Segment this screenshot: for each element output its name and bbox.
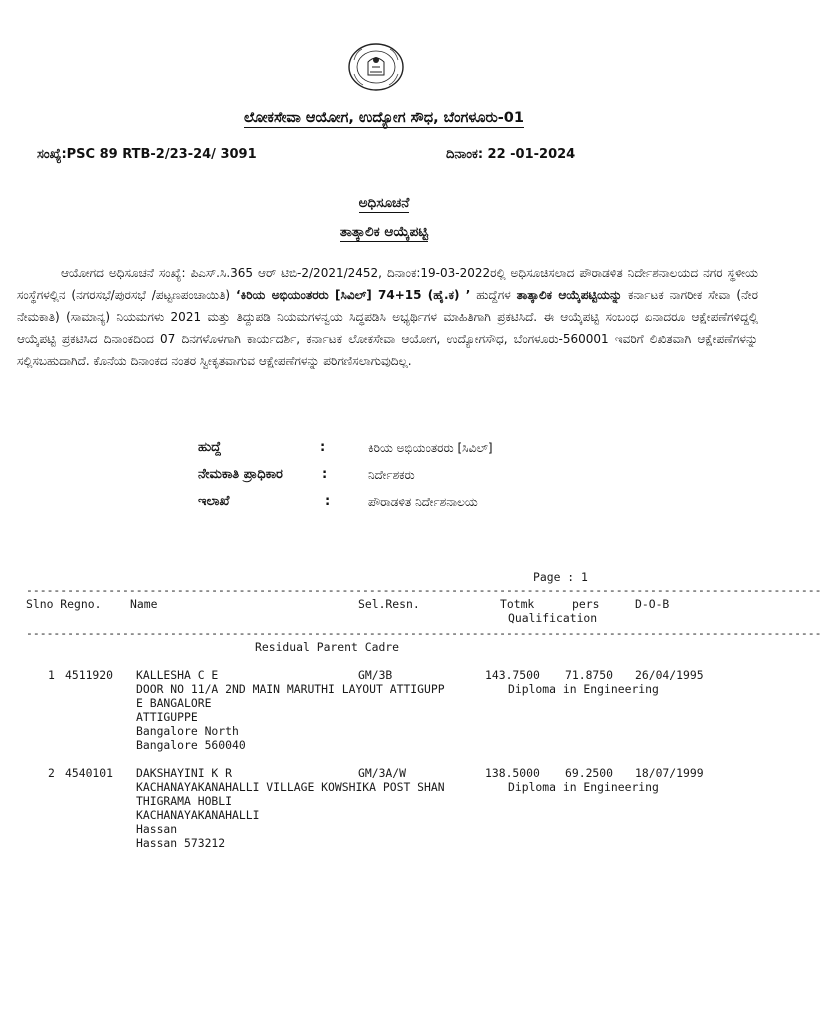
- row-name: KALLESHA C E: [136, 668, 219, 682]
- row-slno: 2: [48, 766, 55, 780]
- row-pers: 69.2500: [565, 766, 614, 780]
- karnataka-emblem-icon: [346, 42, 406, 92]
- detail-label-post: ಹುದ್ದೆ: [198, 440, 222, 455]
- row-address-line: E BANGALORE: [136, 696, 212, 710]
- divider-line: --------------------------------------------------------------------------------------------------------------------: [26, 583, 822, 597]
- column-header-selresn: Sel.Resn.: [358, 597, 420, 611]
- detail-colon: :: [322, 467, 328, 482]
- row-address-line: DOOR NO 11/A 2ND MAIN MARUTHI LAYOUT ATTIGUPP: [136, 682, 445, 696]
- row-address-line: Hassan: [136, 822, 178, 836]
- column-header-slno-regno: Slno Regno.: [26, 597, 102, 611]
- row-address-line: Hassan 573212: [136, 836, 226, 850]
- notice-heading: ಅಧಿಸೂಚನೆ: [358, 195, 410, 211]
- detail-value-authority: ನಿರ್ದೇಶಕರು: [368, 468, 415, 482]
- row-dob: 26/04/1995: [635, 668, 704, 682]
- row-pers: 71.8750: [565, 668, 614, 682]
- row-slno: 1: [48, 668, 55, 682]
- row-address-line: THIGRAMA HOBLI: [136, 794, 233, 808]
- notice-date: ದಿನಾಂಕ: 22 -01-2024: [446, 147, 576, 162]
- post-title-bold: ‘ಕಿರಿಯ ಅಭಿಯಂತರರು [ಸಿವಿಲ್] 74+15 (ಹೈ.ಕ) ’: [236, 288, 471, 302]
- column-header-pers: pers: [572, 597, 600, 611]
- row-resn: GM/3A/W: [358, 766, 407, 780]
- notice-subheading: ತಾತ್ಕಾಲಿಕ ಆಯ್ಕೆಪಟ್ಟಿ: [339, 224, 429, 240]
- row-regno: 4540101: [65, 766, 114, 780]
- row-dob: 18/07/1999: [635, 766, 704, 780]
- detail-label-department: ಇಲಾಖೆ: [198, 494, 230, 509]
- page-number: Page : 1: [533, 570, 588, 584]
- notice-paragraph: ಆಯೋಗದ ಅಧಿಸೂಚನೆ ಸಂಖ್ಯೆ: ಪಿಎಸ್‌.ಸಿ.365 ಆರ್ ಟಿಬಿ-2/2021/2452, ದಿನಾಂಕ:19-03-2022ರಲ್ಲಿ ಅಧಿಸೂಚಿಸಲಾದ ಪೌರಾಡಳಿತ ನಿರ್ದೇಶನಾಲಯದ ನಗರ ಸ್ಥಳೀಯ ಸಂಸ್ಥೆಗಳಲ್ಲಿನ (ನಗರಸಭೆ/ಪುರಸಭೆ /ಪಟ್ಟಣಪಂಚಾಯಿತಿ) ‘ಕಿರಿಯ ಅಭಿಯಂತರರು [ಸಿವಿಲ್] 74+15 (ಹೈ.ಕ) ’ ಹುದ್ದೆಗಳ ತಾತ್ಕಾಲಿಕ ಆಯ್ಕೆಪಟ್ಟಿಯನ್ನು ಕರ್ನಾಟಕ ನಾಗರೀಕ ಸೇವಾ (ನೇರ ನೇಮಕಾತಿ) (ಸಾಮಾನ್ಯ) ನಿಯಮಗಳು 2021 ಮತ್ತು ತಿದ್ದುಪಡಿ ನಿಯಮಗಳನ್ವಯ ಸಿದ್ಧಪಡಿಸಿ ಅಭ್ಯರ್ಥಿಗಳ ಮಾಹಿತಿಗಾಗಿ ಪ್ರಕಟಿಸಿದೆ. ಈ ಆಯ್ಕೆಪಟ್ಟಿ ಸಂಬಂಧ ಏನಾದರೂ ಆಕ್ಷೇಪಣೆಗಳಿದ್ದಲ್ಲಿ ಆಯ್ಕೆಪಟ್ಟಿ ಪ್ರಕಟಿಸಿದ ದಿನಾಂಕದಿಂದ 07 ದಿನಗಳೊಳಗಾಗಿ ಕಾರ್ಯದರ್ಶಿ, ಕರ್ನಾಟಕ ಲೋಕಸೇವಾ ಆಯೋಗ, ಉದ್ಯೋಗಸೌಧ, ಬೆಂಗಳೂರು-560001 ಇವರಿಗೆ ಲಿಖಿತವಾಗಿ ಆಕ್ಷೇಪಣೆಗಳನ್ನು ಸಲ್ಲಿಸಬಹುದಾಗಿದೆ. ಕೊನೆಯ ದಿನಾಂಕದ ನಂತರ ಸ್ವೀಕೃತವಾಗುವ ಆಕ್ಷೇಪಣೆಗಳನ್ನು ಪರಿಗಣಿಸಲಾಗುವುದಿಲ್ಲ.: [17, 266, 758, 368]
- row-address-line: KACHANAYAKANAHALLI VILLAGE KOWSHIKA POST SHAN: [136, 780, 445, 794]
- row-totmk: 143.7500: [485, 668, 540, 682]
- row-totmk: 138.5000: [485, 766, 540, 780]
- detail-value-department: ಪೌರಾಡಳಿತ ನಿರ್ದೇಶನಾಲಯ: [368, 495, 478, 509]
- column-header-qualification: Qualification: [508, 611, 598, 625]
- row-address-line: Bangalore North: [136, 724, 239, 738]
- section-title: Residual Parent Cadre: [255, 640, 400, 654]
- divider-line: --------------------------------------------------------------------------------------------------------------------: [26, 626, 822, 640]
- column-header-name: Name: [130, 597, 158, 611]
- row-address-line: Bangalore 560040: [136, 738, 246, 752]
- row-qualification: Diploma in Engineering: [508, 780, 659, 794]
- column-header-dob: D-O-B: [635, 597, 670, 611]
- org-title: ಲೋಕಸೇವಾ ಆಯೋಗ, ಉದ್ಯೋಗ ಸೌಧ, ಬೆಂಗಳೂರು-01: [244, 110, 524, 126]
- reference-number: ಸಂಖ್ಯೆ:PSC 89 RTB-2/23-24/ 3091: [37, 147, 257, 162]
- detail-colon: :: [325, 494, 331, 509]
- detail-value-post: ಕಿರಿಯ ಅಭಿಯಂತರರು [ಸಿವಿಲ್]: [368, 441, 493, 455]
- row-regno: 4511920: [65, 668, 114, 682]
- row-address-line: KACHANAYAKANAHALLI: [136, 808, 260, 822]
- detail-colon: :: [320, 440, 326, 455]
- row-address-line: ATTIGUPPE: [136, 710, 198, 724]
- column-header-totmk: Totmk: [500, 597, 535, 611]
- detail-label-authority: ನೇಮಕಾತಿ ಪ್ರಾಧಿಕಾರ: [198, 467, 283, 482]
- row-qualification: Diploma in Engineering: [508, 682, 659, 696]
- row-resn: GM/3B: [358, 668, 393, 682]
- row-name: DAKSHAYINI K R: [136, 766, 233, 780]
- provisional-list-bold: ತಾತ್ಕಾಲಿಕ ಆಯ್ಕೆಪಟ್ಟಿಯನ್ನು: [516, 288, 623, 302]
